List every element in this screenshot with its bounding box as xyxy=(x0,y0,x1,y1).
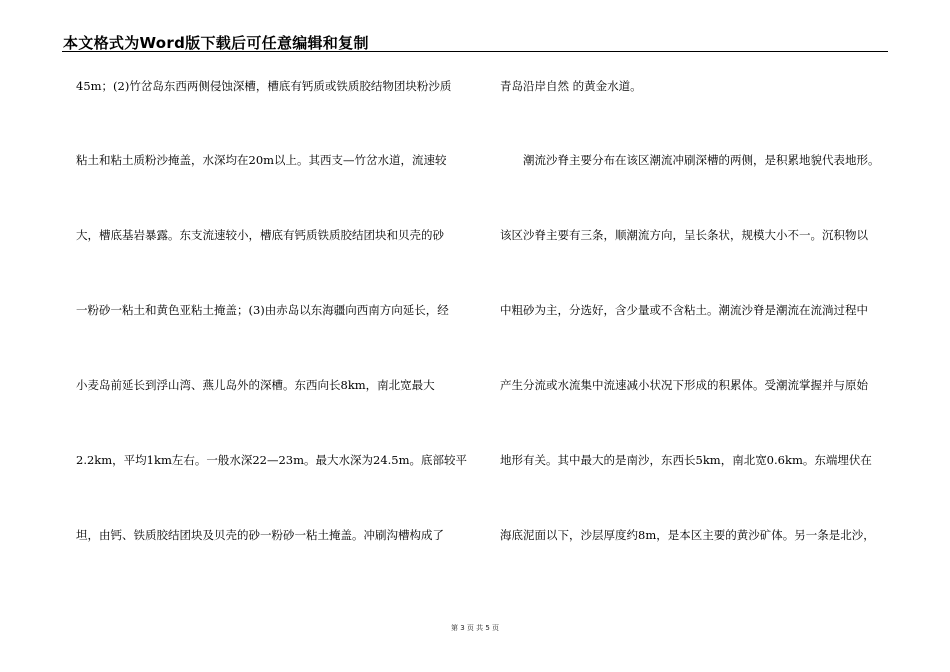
right-text-line: 该区沙脊主要有三条，顺潮流方向，呈长条状，规模大小不一。沉积物以 xyxy=(500,228,868,242)
left-text-line: 大，槽底基岩暴露。东支流速较小，槽底有钙质铁质胶结团块和贝壳的砂 xyxy=(76,228,444,242)
right-text-line: 产生分流或水流集中流速减小状况下形成的积累体。受潮流掌握并与原始 xyxy=(500,378,868,392)
header-divider xyxy=(62,51,888,52)
left-text-line: 小麦岛前延长到浮山湾、燕儿岛外的深槽。东西向长8km，南北宽最大 xyxy=(76,378,435,392)
left-text-line: 2.2km，平均1km左右。一般水深22—23m。最大水深为24.5m。底部较平 xyxy=(76,453,468,467)
left-text-line: 粘土和粘土质粉沙掩盖，水深均在20m以上。其西支—竹岔水道，流速较 xyxy=(76,153,447,167)
left-text-line: 坦，由钙、铁质胶结团块及贝壳的砂一粉砂一粘土掩盖。冲刷沟槽构成了 xyxy=(76,528,444,542)
right-paragraph-start-line: 潮流沙脊主要分布在该区潮流冲刷深槽的两侧，是积累地貌代表地形。 xyxy=(523,153,880,167)
left-text-line: 45m；(2)竹岔岛东西两侧侵蚀深槽，槽底有钙质或铁质胶结物团块粉沙质 xyxy=(76,79,452,93)
right-text-line: 中粗砂为主，分选好，含少量或不含粘土。潮流沙脊是潮流在流淌过程中 xyxy=(500,303,868,317)
right-text-line: 地形有关。其中最大的是南沙，东西长5km，南北宽0.6km。东端埋伏在 xyxy=(500,453,872,467)
page-number: 第 3 页 共 5 页 xyxy=(450,624,500,632)
right-text-line: 青岛沿岸自然 的黄金水道。 xyxy=(500,79,642,93)
left-text-line: 一粉砂一粘土和黄色亚粘土掩盖；(3)由赤岛以东海疆向西南方向延长，经 xyxy=(76,303,449,317)
page-header-title: 本文格式为Word版下载后可任意编辑和复制 xyxy=(63,34,369,52)
right-text-line: 海底泥面以下，沙层厚度约8m，是本区主要的黄沙矿体。另一条是北沙， xyxy=(500,528,875,542)
